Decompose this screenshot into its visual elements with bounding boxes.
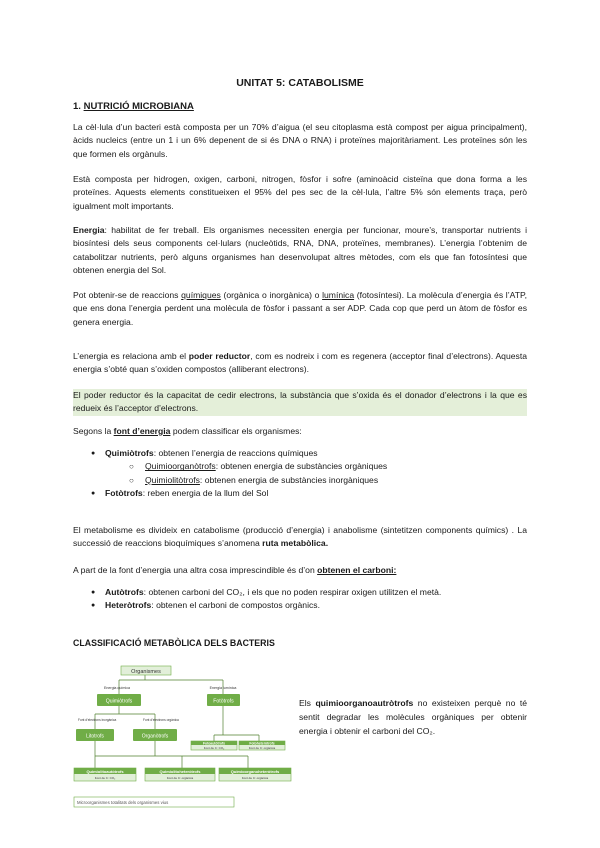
classify-text-b: podem classificar els organismes: (170, 426, 302, 436)
node-chemolithoheterotrophs (145, 768, 215, 781)
node-chemotrophs (97, 694, 141, 706)
document-title: UNITAT 5: CATABOLISME (236, 77, 364, 89)
list-item (91, 447, 387, 460)
node-photoheterotrophs (239, 741, 285, 750)
node-photo-label: Fotòtrofs (213, 698, 234, 705)
term-quimiques: químiques (181, 290, 221, 300)
diagram-footer (74, 797, 234, 807)
node-photoauto-label: Fotoautòtrofs (202, 741, 226, 746)
node-phototrophs (207, 694, 240, 706)
node-photohetero-label: Fotoheteròtrofs (249, 741, 275, 746)
list-text: : obtenen energia de substàncies orgàniques (215, 461, 388, 472)
node-lithotrophs (76, 729, 114, 741)
paragraph-sources (73, 289, 527, 329)
node-photoauto-src: Font de C: CO₂ (203, 746, 225, 750)
energy-source-list (91, 447, 387, 500)
node-organotrophs (133, 729, 177, 741)
metabolism-text: El metabolisme es divideix en catabolisme (producció d’energia) i anabolisme (sintetitzen components químics) . La successió de reaccions bioquímiques s’anomena (73, 525, 527, 549)
sources-text-b: (orgànica o inorgànica) o (220, 290, 323, 300)
term-obtenen-carboni: obtenen el carboni: (317, 565, 397, 575)
highlighted-definition: El poder reductor és la capacitat de cedir electrons, la substància que s’oxida és el donador d’electrons i la que es redueix és l’acceptor d’electrons. (73, 389, 527, 416)
label-energy-light: Energia lumínica (209, 686, 237, 690)
node-clh-label: Quimiolitoheteròtrofs (159, 769, 201, 774)
list-term: Quimiòtrofs (105, 448, 154, 458)
carbon-source-list (91, 586, 441, 613)
list-item (91, 599, 441, 612)
side-note-text-b: no existeixen perquè no té sentit degradar les molècules orgàniques per obtenir energia i obtenir el carboni del CO₂. (299, 698, 528, 736)
node-litho-label: Litotrofs (86, 733, 104, 740)
paragraph-energy (73, 224, 527, 277)
paragraph-composition: La cèl·lula d’un bacteri està composta per un 70% d’aigua (el seu citoplasma està compost per aigua principalment), àcids nucleics (entre un 1 i un 6% depenent de si és DNA o RNA) i proteïnes majoritàriament. Les proteïnes són les que formen els orgànuls. (73, 122, 527, 159)
list-term: Quimiolitòtrofs (145, 474, 200, 485)
list-text: : obtenen l’energia de reaccions químiques (153, 448, 318, 458)
section-number: 1. (73, 101, 81, 112)
reducing-text-a: L’energia es relaciona amb el (73, 351, 189, 361)
list-term: Fotòtrofs (105, 487, 143, 498)
list-text: : reben energia de la llum del Sol (142, 487, 269, 498)
list-text: : obtenen el carboni de compostos orgànics. (151, 600, 320, 611)
node-root (121, 666, 171, 675)
term-energia: Energia (73, 225, 105, 235)
node-organo-label: Organòtrofs (141, 733, 169, 740)
carbon-text: A part de la font d’energia una altra cosa imprescindible és d’on (73, 565, 318, 575)
paragraph-metabolism (73, 524, 527, 551)
node-photoautotrophs (191, 741, 237, 750)
term-poder-reductor: poder reductor (188, 351, 251, 361)
side-note-text-a: Els (299, 698, 316, 708)
diagram-side-note (299, 696, 527, 738)
list-item (91, 487, 387, 500)
term-font-energia: font d’energia (113, 426, 171, 436)
node-clh-src: Font de C: orgànica (166, 776, 194, 780)
list-item (91, 474, 387, 487)
term-luminica: lumínica (322, 290, 355, 300)
list-item (91, 460, 387, 473)
paragraph-classify (73, 425, 527, 438)
list-item (91, 586, 441, 599)
section-heading-1 (73, 101, 194, 112)
sources-text-c: (fotosíntesi). La molècula d’energia és l’ATP, que ens dona l’energia perdent una molècula de fòsfor i passant a ser ADP. Cada cop que perd un àtom de fòsfor es genera energia. (73, 290, 527, 327)
node-root-label: Organismes (131, 669, 161, 675)
node-cla-label: Quimiolitoautòtrofs (86, 769, 124, 774)
label-donor-organic: Font d’electrons orgànica (143, 718, 179, 722)
section-heading-2: CLASSIFICACIÓ METABÒLICA DELS BACTERIS (73, 638, 275, 648)
metabolic-classification-diagram (73, 665, 295, 810)
section-title: NUTRICIÓ MICROBIANA (83, 101, 194, 112)
term-ruta-metabolica: ruta metabòlica. (262, 538, 329, 549)
label-energy-chem: Energia química (104, 686, 130, 690)
node-chemolithoautotrophs (74, 768, 136, 781)
node-cla-src: Font de C: CO₂ (94, 776, 116, 780)
node-chemo-label: Quimiòtrofs (105, 698, 133, 705)
label-donor-inorganic: Font d’electrons inorgànica (78, 718, 117, 722)
node-photohetero-src: Font de C: orgànica (248, 746, 276, 750)
reducing-text-b: , com es nodreix i com es regenera (acceptor final d’electrons). Aquesta energia s’obté quan s’oxiden compostos (alliberant electrons). (73, 351, 527, 375)
list-term: Heteròtrofs (105, 600, 152, 611)
energy-text: : habilitat de fer treball. Els organismes necessiten energia per funcionar, moure’s, transportar nutrients i biosíntesi dels seus components cel·lulars (nucleòtids, RNA, DNA, proteïnes, membranes). L’energia l’obtenim de catabolitzar nutrients, però alguns organismes han desenvolupat altres mètodes, com els que fan fotosíntesi que obtenen energia del Sol. (73, 225, 527, 275)
paragraph-reducing-power (73, 350, 527, 377)
node-coh-src: Font de C: orgànica (241, 776, 269, 780)
term-quimioorganoautrotrofs: quimioorganoautròtrofs (315, 698, 414, 708)
list-text: : obtenen carboni del CO₂, i els que no poden respirar oxigen utilitzen el metà. (143, 587, 442, 597)
diagram-footer-label: Microorganismes totalitats dels organismes vius (77, 800, 169, 805)
paragraph-elements: Està composta per hidrogen, oxigen, carboni, nitrogen, fòsfor i sofre (aminoàcid cisteïna que dona forma a les proteïnes. Aquests elements constitueixen el 95% del pes sec de la cèl·lula, l’altre 5% són elements traça, però igualment molt importants. (73, 174, 527, 211)
classify-text-a: Segons la (73, 426, 114, 436)
list-term: Autòtrofs (105, 587, 144, 597)
list-term: Quimioorganòtrofs (145, 461, 216, 472)
sources-text-a: Pot obtenir-se de reaccions (73, 290, 182, 300)
paragraph-carbon (73, 564, 527, 577)
list-text: : obtenen energia de substàncies inorgàniques (199, 474, 379, 485)
node-chemoorganoheterotrophs (219, 768, 291, 781)
node-coh-label: Quimioorganoheteròtrofs (230, 769, 280, 774)
